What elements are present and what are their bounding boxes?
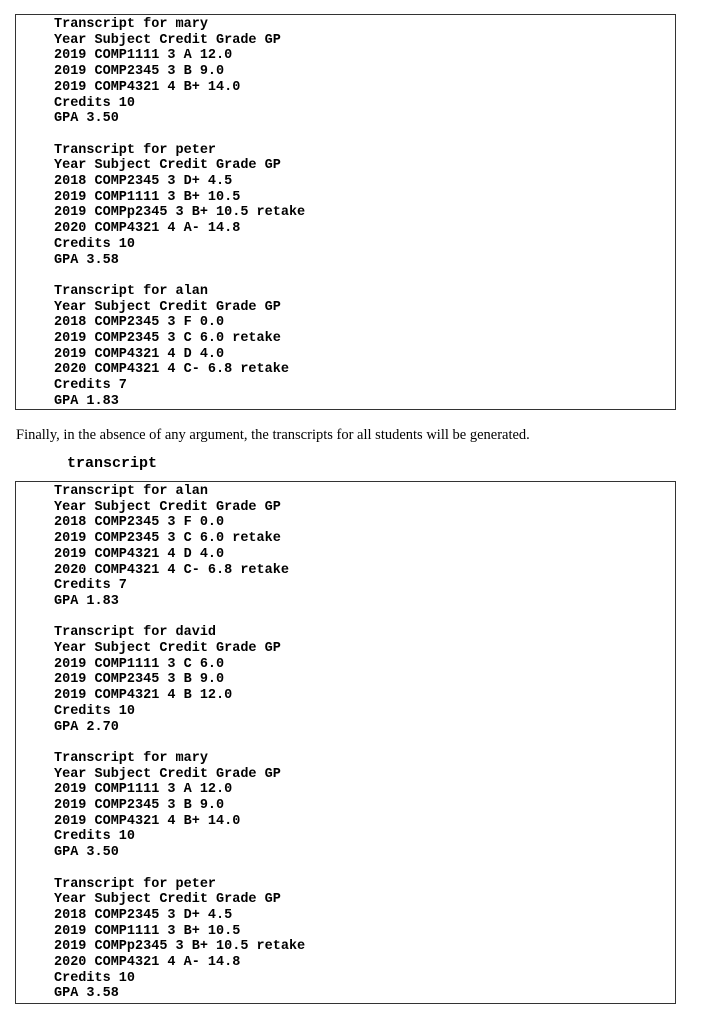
course-row: 2019 COMP2345 3 B 9.0 (54, 672, 225, 688)
course-row: 2019 COMP1111 3 B+ 10.5 (54, 189, 241, 205)
block-spacer (54, 127, 675, 143)
course-row: 2019 COMP1111 3 A 12.0 (54, 48, 233, 64)
transcript-block (54, 877, 675, 1003)
credits-line: Credits 10 (54, 95, 136, 111)
course-row: 2019 COMP4321 4 B 12.0 (54, 688, 233, 704)
column-header-line: Year Subject Credit Grade GP (54, 158, 281, 174)
block-spacer (54, 268, 675, 284)
course-row: 2019 COMP4321 4 B+ 14.0 (54, 79, 241, 95)
course-row: 2018 COMP2345 3 F 0.0 (54, 515, 225, 531)
course-row: 2018 COMP2345 3 D+ 4.5 (54, 174, 233, 190)
block-spacer (54, 735, 675, 751)
course-row: 2020 COMP4321 4 A- 14.8 (54, 221, 241, 237)
transcript-title: Transcript for peter (54, 142, 217, 158)
course-row: 2020 COMP4321 4 A- 14.8 (54, 955, 241, 971)
credits-line: Credits 7 (54, 578, 127, 594)
course-row: 2019 COMP2345 3 C 6.0 retake (54, 531, 281, 547)
gpa-line: GPA 3.50 (54, 111, 119, 127)
transcript-title: Transcript for alan (54, 484, 208, 499)
course-row: 2019 COMP4321 4 D 4.0 (54, 546, 225, 562)
column-header-line: Year Subject Credit Grade GP (54, 499, 281, 515)
explanation-paragraph: Finally, in the absence of any argument, the transcripts for all students will be generated. (16, 427, 530, 443)
credits-line: Credits 10 (54, 829, 136, 845)
transcript-block (54, 625, 675, 735)
course-row: 2019 COMP1111 3 C 6.0 (54, 656, 225, 672)
column-header-line: Year Subject Credit Grade GP (54, 32, 281, 48)
gpa-line: GPA 3.50 (54, 845, 119, 861)
credits-line: Credits 10 (54, 703, 136, 719)
course-row: 2018 COMP2345 3 F 0.0 (54, 315, 225, 331)
command-line: transcript (67, 455, 158, 472)
course-row: 2020 COMP4321 4 C- 6.8 retake (54, 562, 289, 578)
course-row: 2019 COMP1111 3 B+ 10.5 (54, 923, 241, 939)
transcript-title: Transcript for mary (54, 750, 208, 766)
credits-line: Credits 10 (54, 236, 136, 252)
course-row: 2019 COMPp2345 3 B+ 10.5 retake (54, 939, 306, 955)
course-row: 2019 COMP1111 3 A 12.0 (54, 782, 233, 798)
transcript-block (54, 484, 675, 610)
transcript-block (54, 751, 675, 861)
course-row: 2019 COMP4321 4 D 4.0 (54, 346, 225, 362)
course-row: 2019 COMP2345 3 B 9.0 (54, 798, 225, 814)
gpa-line: GPA 3.58 (54, 986, 119, 1002)
course-row: 2019 COMP2345 3 C 6.0 retake (54, 331, 281, 347)
transcript-title: Transcript for david (54, 625, 217, 641)
transcript-block (54, 17, 675, 127)
transcript-title: Transcript for mary (54, 17, 208, 32)
column-header-line: Year Subject Credit Grade GP (54, 641, 281, 657)
output-box-all-students (15, 481, 676, 1004)
credits-line: Credits 10 (54, 970, 136, 986)
column-header-line: Year Subject Credit Grade GP (54, 892, 281, 908)
credits-line: Credits 7 (54, 378, 127, 394)
gpa-line: GPA 3.58 (54, 252, 119, 268)
transcript-title: Transcript for alan (54, 283, 208, 299)
gpa-line: GPA 2.70 (54, 719, 119, 735)
transcript-block (54, 143, 675, 269)
course-row: 2020 COMP4321 4 C- 6.8 retake (54, 362, 289, 378)
output-box-specific-students (15, 14, 676, 410)
course-row: 2019 COMP2345 3 B 9.0 (54, 64, 225, 80)
column-header-line: Year Subject Credit Grade GP (54, 766, 281, 782)
column-header-line: Year Subject Credit Grade GP (54, 299, 281, 315)
transcript-title: Transcript for peter (54, 876, 217, 892)
course-row: 2019 COMPp2345 3 B+ 10.5 retake (54, 205, 306, 221)
gpa-line: GPA 1.83 (54, 393, 119, 409)
course-row: 2019 COMP4321 4 B+ 14.0 (54, 813, 241, 829)
course-row: 2018 COMP2345 3 D+ 4.5 (54, 907, 233, 923)
gpa-line: GPA 1.83 (54, 593, 119, 609)
block-spacer (54, 861, 675, 877)
block-spacer (54, 610, 675, 626)
transcript-block (54, 284, 675, 410)
